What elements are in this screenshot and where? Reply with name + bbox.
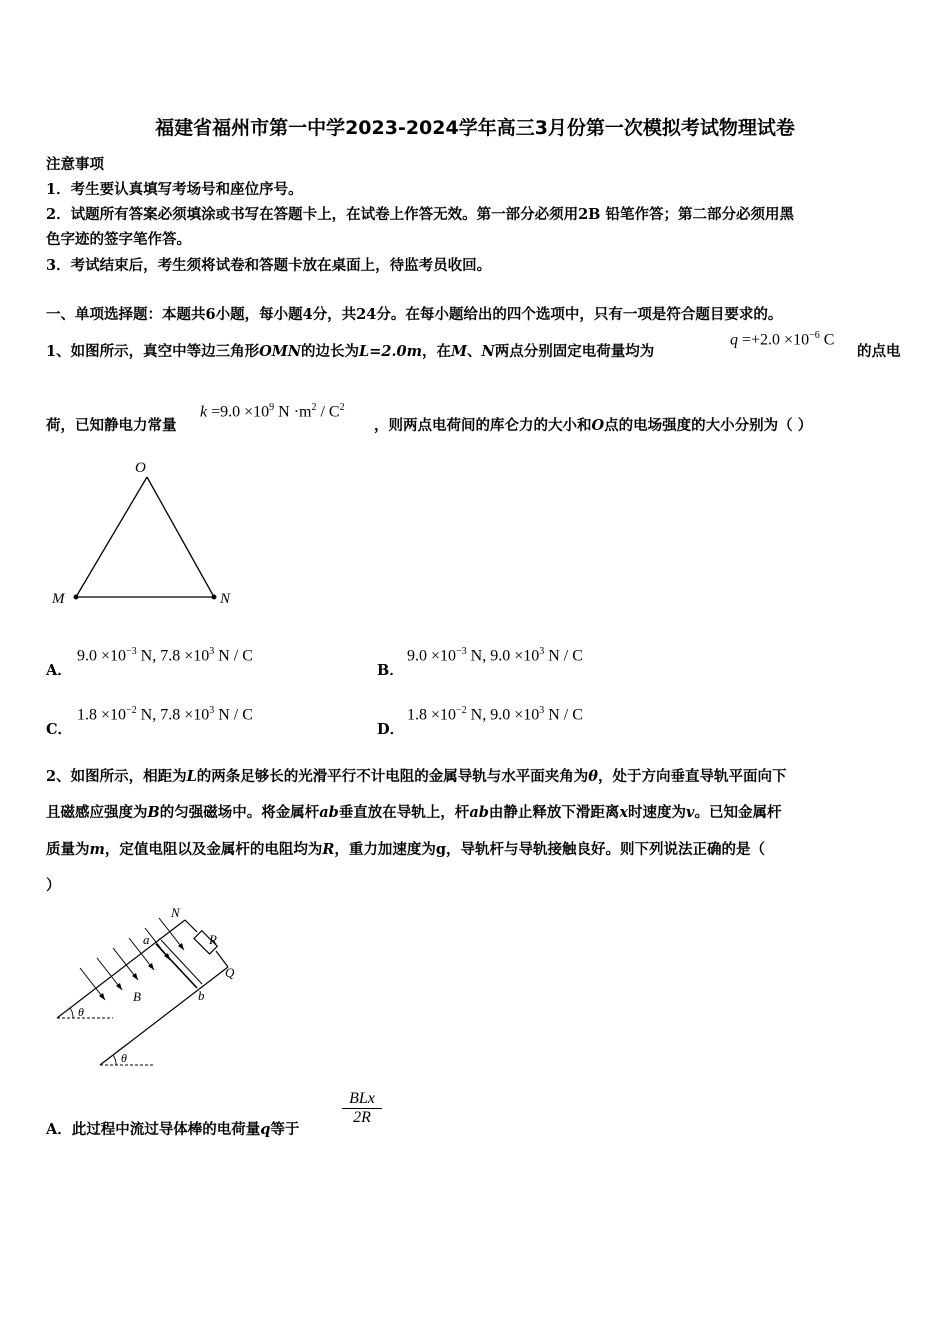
page-title: 福建省福州市第一中学2023-2024学年高三3月份第一次模拟考试物理试卷 [155, 117, 795, 139]
opt-exp: 3 [539, 705, 545, 716]
q1-charge-formula [730, 330, 834, 349]
opt-exp: −2 [456, 705, 467, 716]
label-field-b: B [133, 989, 141, 1004]
opt-exp: 3 [539, 646, 545, 657]
notice-heading: 注意事项 [46, 156, 104, 173]
q2-text: 的两条足够长的光滑平行不计电阻的金属导轨与水平面夹角为 [196, 768, 589, 785]
q1-text: 的边长为 [301, 343, 360, 360]
q2-text: 的匀强磁场中。将金属杆 [159, 804, 320, 821]
q1-line2-start: 荷，已知静电力常量 [46, 417, 177, 434]
q2-var: x [619, 804, 629, 821]
q2-var: B [147, 804, 160, 821]
vertex-n-label: N [220, 591, 231, 607]
q2-var: m [89, 841, 105, 858]
q1-o: O [591, 417, 605, 434]
formula-exp: 9 [269, 402, 275, 413]
formula-var: q [730, 331, 738, 349]
q2-line1 [46, 765, 786, 786]
opt-exp: −2 [126, 705, 137, 716]
triangle-side-on [147, 477, 214, 597]
option-a-label[interactable]: A． [46, 662, 72, 679]
formula-unit: N ·m [274, 403, 312, 421]
q2-var: θ [588, 768, 598, 785]
option-b-value[interactable] [407, 646, 583, 665]
notice-item-3: 3．考试结束后，考生须将试卷和答题卡放在桌面上，待监考员收回。 [46, 257, 492, 274]
angle-arc [113, 1055, 116, 1065]
q1-line2-end [374, 414, 812, 435]
opt-part: N, 7.8 ×10 [136, 647, 210, 665]
fraction-denominator: 2R [353, 1109, 371, 1126]
q2-var: ab [469, 804, 489, 821]
q2-text: 时速度为 [628, 804, 687, 821]
q1-line1 [46, 340, 654, 361]
q2-text: ，定值电阻以及金属杆的电阻均为 [104, 841, 323, 858]
q1-m: M [450, 343, 468, 360]
q2-var: R [322, 841, 335, 858]
option-var: q [260, 1121, 271, 1138]
label-theta: θ [121, 1051, 127, 1065]
q1-n: N [481, 343, 495, 360]
option-d-value[interactable] [407, 705, 583, 724]
q1-text: 两点分别固定电荷量均为 [494, 343, 655, 360]
formula-exp: −6 [809, 330, 820, 341]
notice-item-2: 2．试题所有答案必须填涂或书写在答题卡上，在试卷上作答无效。第一部分必须用2B 铅笔作答；第二部分必须用黑 [46, 206, 794, 223]
opt-exp: −3 [126, 646, 137, 657]
charge-n-dot [212, 595, 217, 600]
formula-var: k [200, 403, 208, 421]
formula-exp: 2 [339, 402, 345, 413]
formula-unit: C [819, 331, 835, 349]
formula-exp: 2 [311, 402, 317, 413]
q2-text: 垂直放在导轨上，杆 [338, 804, 470, 821]
opt-part: 1.8 ×10 [77, 706, 127, 724]
formula-part: =+2.0 ×10 [738, 331, 810, 349]
option-d-label[interactable]: D． [377, 721, 405, 738]
opt-part: 1.8 ×10 [407, 706, 457, 724]
q2-line2 [46, 801, 781, 822]
angle-arc [70, 1008, 73, 1018]
label-q: Q [225, 965, 235, 980]
q1-text: 点的电场强度的大小分别为（ ） [604, 417, 813, 434]
q2-text: 2、如图所示，相距为 [46, 768, 187, 785]
opt-exp: 3 [209, 646, 215, 657]
opt-part: N, 7.8 ×10 [136, 706, 210, 724]
q2-rails-figure [45, 900, 255, 1072]
option-label: A． [46, 1121, 72, 1138]
q2-text: 且磁感应强度为 [46, 804, 148, 821]
upper-rail [57, 920, 185, 1018]
label-r: R [209, 932, 217, 947]
charge-m-dot [74, 595, 79, 600]
option-c-label[interactable]: C． [46, 721, 73, 738]
vertex-o-label: O [135, 460, 146, 476]
q2-text: 。已知金属杆 [694, 804, 782, 821]
q2-text: 由静止释放下滑距离 [488, 804, 620, 821]
notice-item-1: 1．考生要认真填写考场号和座位序号。 [46, 181, 303, 198]
q1-k-formula [200, 402, 345, 421]
opt-part: N / C [544, 647, 583, 665]
triangle-side-om [76, 477, 147, 597]
vertex-m-label: M [52, 591, 65, 607]
label-theta: θ [78, 1005, 84, 1019]
option-a-value[interactable] [77, 646, 253, 665]
option-c-value[interactable] [77, 705, 253, 724]
option-text: 此过程中流过导体棒的电荷量 [71, 1121, 261, 1138]
opt-part: N / C [544, 706, 583, 724]
formula-part: =9.0 ×10 [207, 403, 270, 421]
q1-omn: OMN [259, 343, 302, 360]
q2-line3 [46, 838, 765, 859]
opt-part: N, 9.0 ×10 [466, 706, 540, 724]
q1-text: ，则两点电荷间的库仑力的大小和 [374, 417, 592, 434]
notice-item-2-cont: 色字迹的签字笔作答。 [46, 231, 191, 248]
q1-line1-end: 的点电 [857, 343, 901, 360]
q2-option-a-fraction [342, 1090, 382, 1127]
opt-part: N, 9.0 ×10 [466, 647, 540, 665]
q1-text: 1、如图所示，真空中等边三角形 [46, 343, 260, 360]
q2-line4: ） [46, 877, 61, 894]
opt-part: 9.0 ×10 [77, 647, 127, 665]
option-b-label[interactable]: B． [377, 662, 404, 679]
q2-var: ab [319, 804, 339, 821]
opt-exp: −3 [456, 646, 467, 657]
opt-part: 9.0 ×10 [407, 647, 457, 665]
opt-exp: 3 [209, 705, 215, 716]
q2-text: ，处于方向垂直导轨平面向下 [597, 768, 787, 785]
opt-part: N / C [214, 647, 253, 665]
q2-option-a[interactable] [46, 1118, 299, 1139]
q1-sep: 、 [467, 343, 482, 360]
q2-text: ，重力加速度为g，导轨杆与导轨接触良好。则下列说法正确的是（ [334, 841, 766, 858]
formula-unit: / C [316, 403, 340, 421]
q1-triangle-figure [40, 455, 250, 615]
option-text: 等于 [270, 1121, 300, 1138]
label-n: N [171, 905, 180, 920]
section-heading: 一、单项选择题：本题共6小题，每小题4分，共24分。在每小题给出的四个选项中，只有一项是符合题目要求的。 [46, 306, 783, 323]
q1-text: ，在 [421, 343, 451, 360]
q2-var: v [686, 804, 695, 821]
q2-text: 质量为 [46, 841, 90, 858]
q1-length: L=2.0m [359, 343, 422, 360]
end-wire [185, 920, 197, 932]
label-b: b [198, 988, 205, 1003]
label-a: a [143, 932, 150, 947]
lower-rail [100, 967, 228, 1065]
fraction-numerator: BLx [349, 1090, 375, 1107]
opt-part: N / C [214, 706, 253, 724]
q2-var: L [186, 768, 197, 785]
